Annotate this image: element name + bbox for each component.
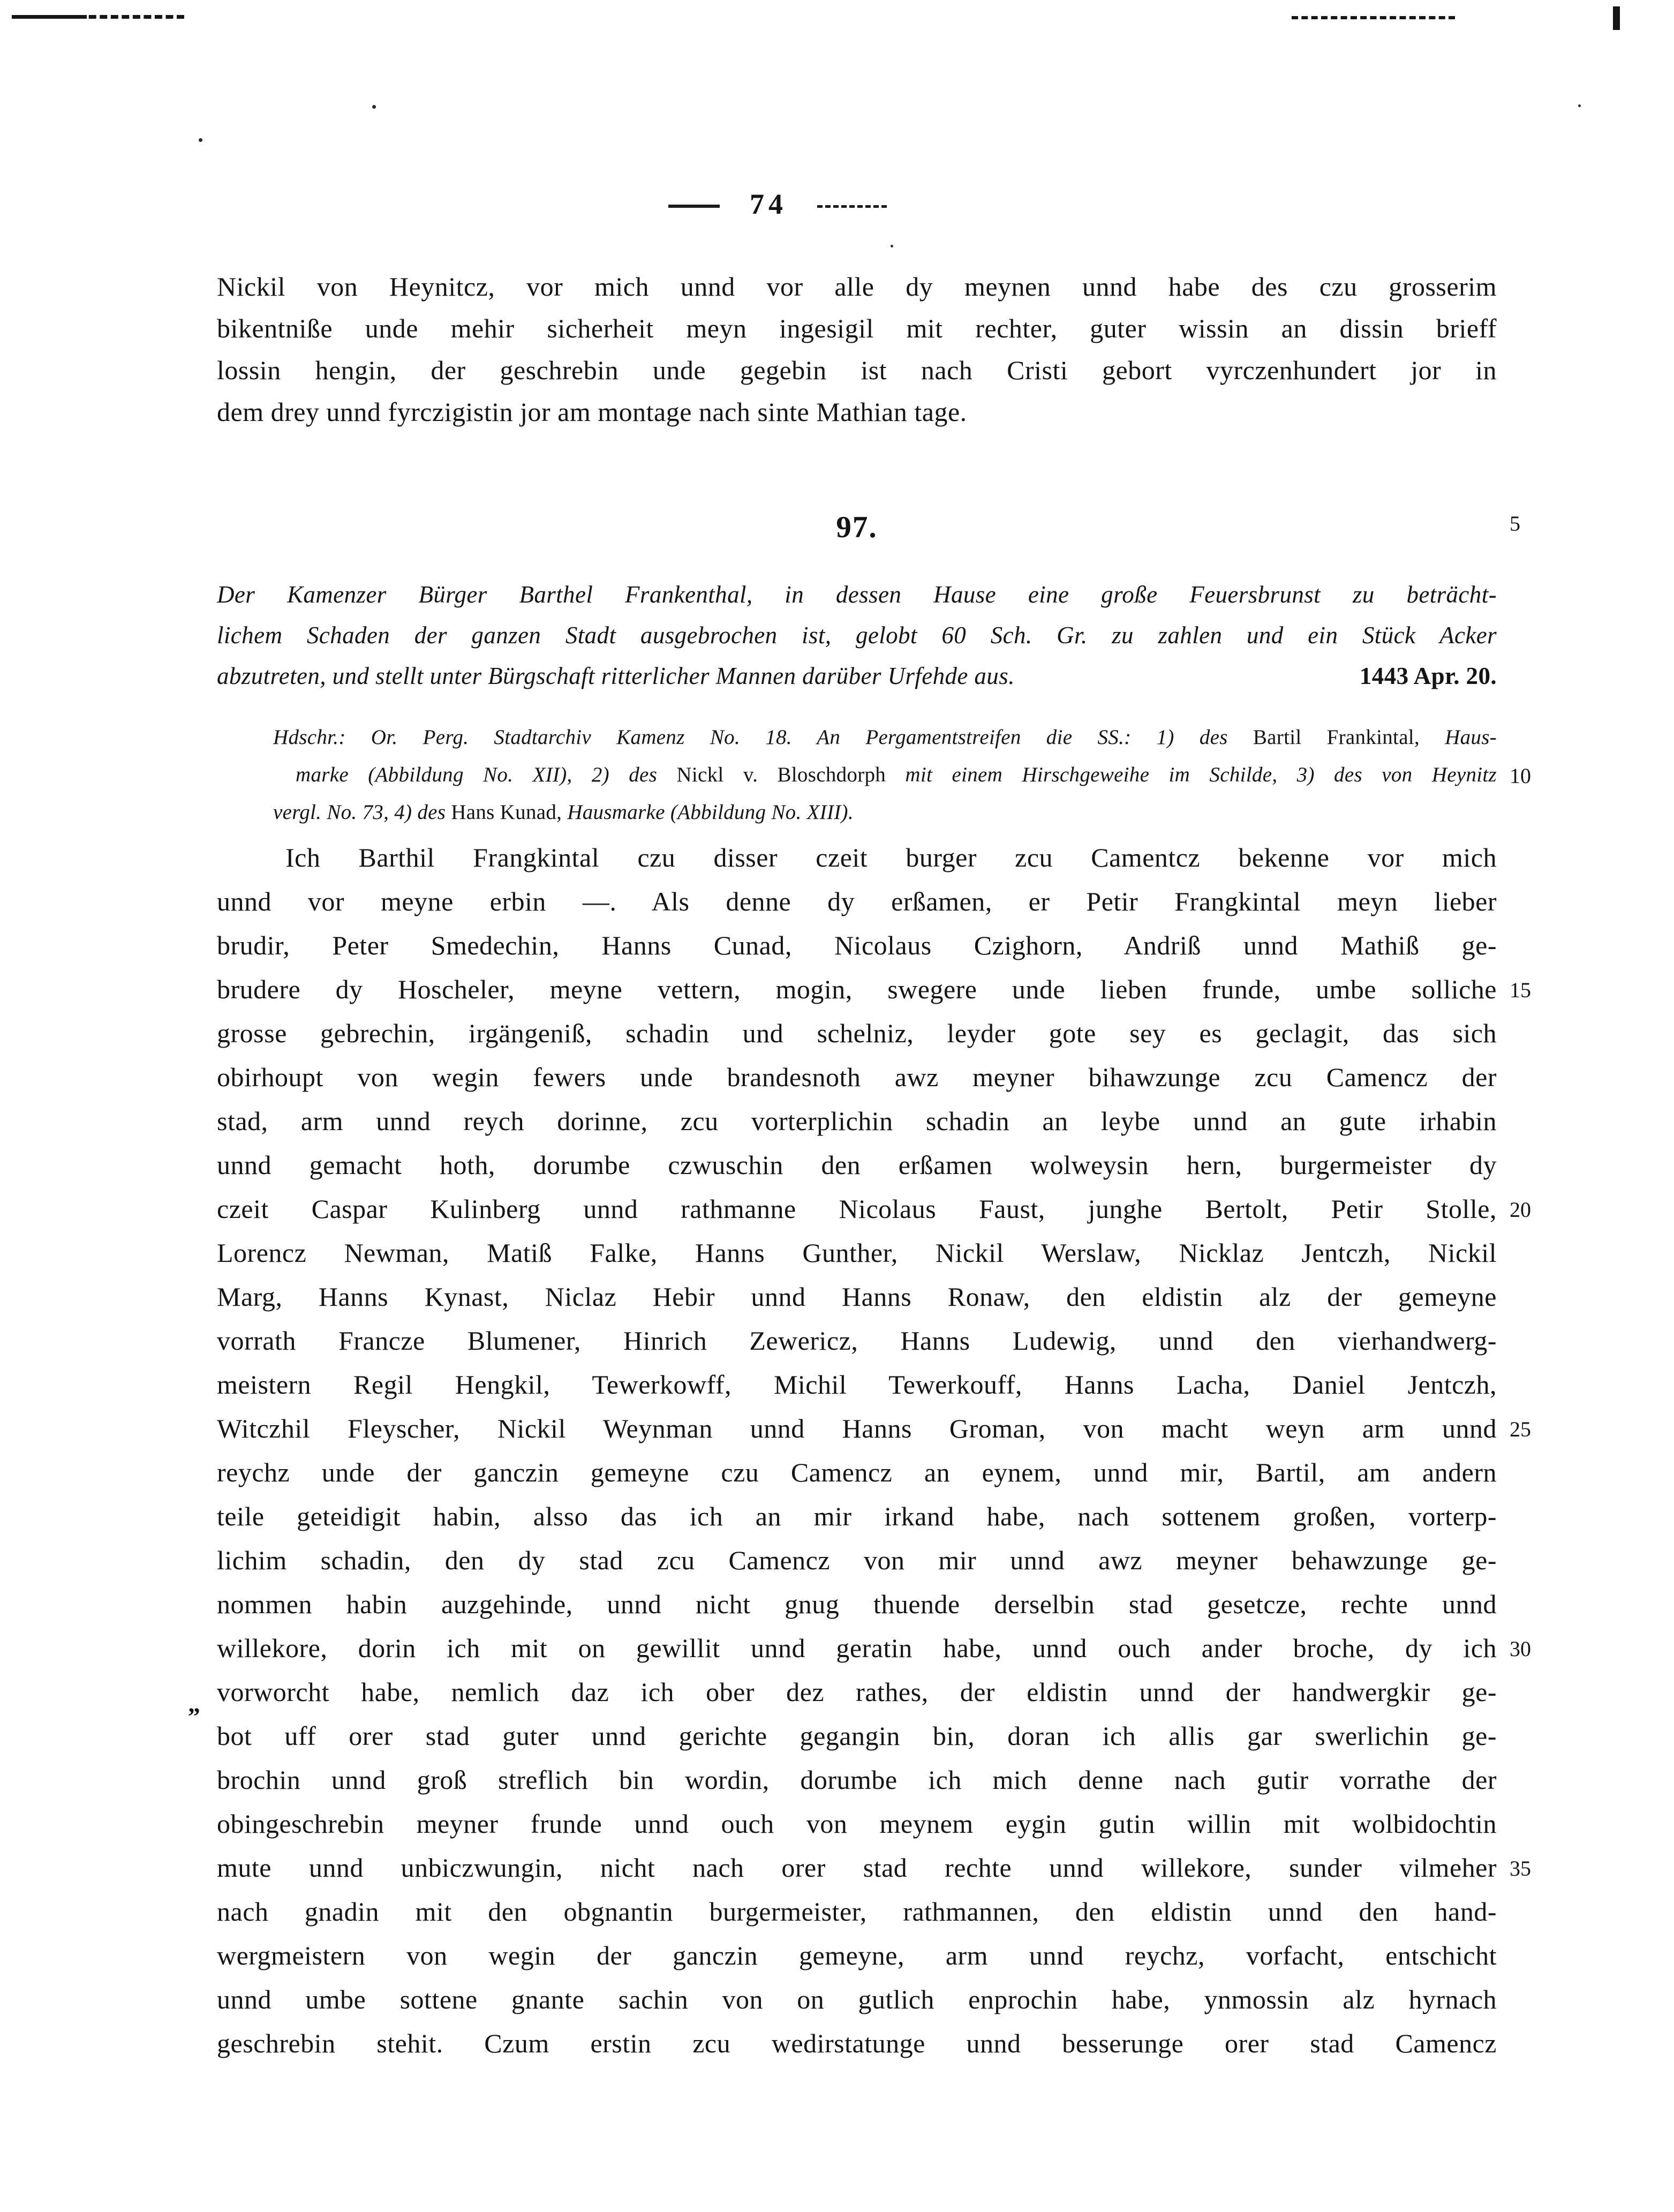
text-line: nommen habin auzgehinde, unnd nicht gnug thuende derselbin stad gesetcze, rechte unnd — [217, 1589, 1497, 1619]
text-line: brudere dy Hoscheler, meyne vettern, mogin, swegere unde lieben frunde, umbe solliche 15 — [217, 967, 1497, 1011]
text-line: unnd vor meyne erbin —. Als denne dy erßamen, er Petir Frangkintal meyn lieber — [217, 886, 1497, 916]
scan-speck — [372, 105, 376, 109]
text-line: brudir, Peter Smedechin, Hanns Cunad, Nicolaus Czighorn, Andriß unnd Mathiß ge- — [217, 930, 1497, 960]
text-line: Marg, Hanns Kynast, Niclaz Hebir unnd Hanns Ronaw, den eldistin alz der gemeyne — [217, 1282, 1497, 1312]
text-line: grosse gebrechin, irgängeniß, schadin und schelniz, leyder gote sey es geclagit, das sich — [217, 1018, 1497, 1048]
margin-line-number: 35 — [1510, 1856, 1531, 1880]
scan-speck — [199, 138, 202, 142]
document-body — [188, 836, 1531, 2065]
scan-speck — [1578, 104, 1581, 107]
previous-document-continuation — [217, 266, 1497, 433]
margin-line-number: 10 — [1510, 764, 1531, 788]
text-line: geschrebin stehit. Czum erstin zcu wedirstatunge unnd besserunge orer stad Camencz — [217, 2028, 1497, 2058]
text-line: wergmeistern von wegin der ganczin gemeyne, arm unnd reychz, vorfacht, entschicht — [217, 1940, 1497, 1970]
text-line: Nickil von Heynitcz, vor mich unnd vor alle dy meynen unnd habe des czu grosserim — [217, 272, 1497, 302]
text-line: vergl. No. 73, 4) des Hans Kunad, Hausmarke (Abbildung No. XIII). — [273, 801, 854, 824]
text-line: unnd gemacht hoth, dorumbe czwuschin den erßamen wolweysin hern, burgermeister dy — [217, 1150, 1497, 1180]
text-line: reychz unde der ganczin gemeyne czu Camencz an eynem, unnd mir, Bartil, am andern — [217, 1457, 1497, 1487]
margin-line-number: 20 — [1510, 1198, 1531, 1222]
text-line: mute unnd unbiczwungin, nicht nach orer stad rechte unnd willekore, sunder vilmeher 35 — [217, 1846, 1497, 1890]
source-note — [273, 719, 1531, 831]
text-line: meistern Regil Hengkil, Tewerkowff, Michil Tewerkouff, Hanns Lacha, Daniel Jentczh, — [217, 1370, 1497, 1400]
scan-artifact-dashed-line-right — [1292, 16, 1455, 19]
header-rule-left — [668, 205, 720, 208]
document-heading — [217, 510, 1520, 545]
margin-mark: „ — [188, 1690, 201, 1717]
scan-artifact-dashed-line-left — [12, 15, 184, 19]
text-line: lossin hengin, der geschrebin unde gegebin ist nach Cristi gebort vyrczenhundert jor in — [217, 355, 1497, 385]
text-line: Der Kamenzer Bürger Barthel Frankenthal, in dessen Hause eine große Feuersbrunst zu beträcht- — [217, 581, 1497, 608]
margin-line-number: 15 — [1510, 978, 1531, 1002]
text-line: willekore, dorin ich mit on gewillit unnd geratin habe, unnd ouch ander broche, dy ich 30 — [217, 1626, 1497, 1670]
text-line: lichem Schaden der ganzen Stadt ausgebrochen ist, gelobt 60 Sch. Gr. zu zahlen und ein Stück Acker — [217, 622, 1497, 649]
text-line: brochin unnd groß streflich bin wordin, dorumbe ich mich denne nach gutir vorrathe der — [217, 1765, 1497, 1795]
page-number: 74 — [750, 188, 787, 220]
text-line: abzutreten, und stellt unter Bürgschaft ritterlicher Mannen darüber Urfehde aus. 1443 Apr. 20. — [217, 656, 1497, 696]
page-header — [138, 187, 1417, 221]
text-line: dem drey unnd fyrczigistin jor am montage nach sinte Mathian tage. — [217, 397, 967, 427]
text-line: Ich Barthil Frangkintal czu disser czeit burger zcu Camentcz bekenne vor mich — [285, 842, 1497, 872]
text-line: vorworcht habe, nemlich daz ich ober dez rathes, der eldistin unnd der handwergkir ge- „ — [217, 1670, 1497, 1714]
text-line: teile geteidigit habin, alsso das ich an mir irkand habe, nach sottenem großen, vorterp- — [217, 1501, 1497, 1531]
scan-speck — [891, 245, 893, 247]
text-line: vorrath Francze Blumener, Hinrich Zewericz, Hanns Ludewig, unnd den vierhandwerg- — [217, 1326, 1497, 1356]
text-line: obingeschrebin meyner frunde unnd ouch von meynem eygin gutin willin mit wolbidochtin — [217, 1809, 1497, 1839]
text-line: stad, arm unnd reych dorinne, zcu vorterplichin schadin an leybe unnd an gute irhabin — [217, 1106, 1497, 1136]
text-line: Witczhil Fleyscher, Nickil Weynman unnd Hanns Groman, von macht weyn arm unnd 25 — [217, 1406, 1497, 1450]
text-line: bot uff orer stad guter unnd gerichte gegangin bin, doran ich allis gar swerlichin ge- — [217, 1721, 1497, 1751]
document-date: 1443 Apr. 20. — [1359, 663, 1497, 689]
margin-line-number: 25 — [1510, 1417, 1531, 1441]
text-line: unnd umbe sottene gnante sachin von on gutlich enprochin habe, ynmossin alz hyrnach — [217, 1984, 1497, 2014]
header-rule-right — [817, 205, 887, 208]
text-line: bikentniße unde mehir sicherheit meyn ingesigil mit rechter, guter wissin an dissin brieff — [217, 313, 1497, 343]
margin-line-number: 5 — [1510, 511, 1520, 536]
text-line: Lorencz Newman, Matiß Falke, Hanns Gunther, Nickil Werslaw, Nicklaz Jentczh, Nickil — [217, 1238, 1497, 1268]
text-line: obirhoupt von wegin fewers unde brandesnoth awz meyner bihawzunge zcu Camencz der — [217, 1062, 1497, 1092]
text-line: lichim schadin, den dy stad zcu Camencz von mir unnd awz meyner behawzunge ge- — [217, 1545, 1497, 1575]
margin-line-number: 30 — [1510, 1637, 1531, 1661]
text-line: marke (Abbildung No. XII), 2) des Nickl v. Bloschdorph mit einem Hirschgeweihe im Schilde, 3) des von Heynitz 10 — [273, 756, 1497, 794]
document-summary — [217, 574, 1497, 696]
text-line: nach gnadin mit den obgnantin burgermeister, rathmannen, den eldistin unnd den hand- — [217, 1897, 1497, 1927]
scan-artifact-tick — [1613, 6, 1620, 30]
text-line: czeit Caspar Kulinberg unnd rathmanne Nicolaus Faust, junghe Bertolt, Petir Stolle, 20 — [217, 1187, 1497, 1231]
text-line: Hdschr.: Or. Perg. Stadtarchiv Kamenz No. 18. An Pergamentstreifen die SS.: 1) des Bartil Frankintal, Haus- — [273, 726, 1497, 749]
document-number: 97. — [836, 510, 878, 544]
